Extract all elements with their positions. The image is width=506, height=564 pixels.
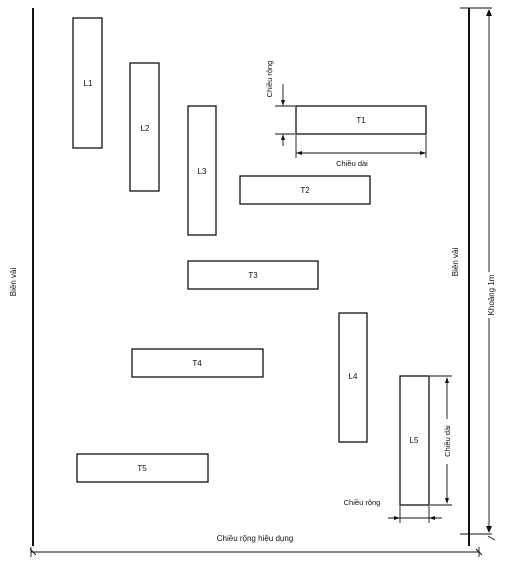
right-selvage-label: Biên vải [451,247,460,277]
piece-t5-label: T5 [137,464,147,473]
usable-width-dimension [30,547,482,557]
t1-length-label: Chiều dài [336,159,368,168]
length-dimension [460,8,495,540]
piece-l4-label: L4 [348,372,358,381]
t1-length-dimension [296,135,426,158]
piece-t3-label: T3 [248,271,258,280]
left-selvage-label: Biên vải [9,267,18,297]
usable-width-label: Chiều rộng hiệu dụng [216,534,294,543]
piece-t4-label: T4 [192,359,202,368]
t1-width-dimension [275,84,295,146]
piece-t2-label: T2 [300,186,310,195]
piece-l3-label: L3 [197,167,207,176]
piece-l1-label: L1 [83,79,93,88]
length-label: Khoảng 1m [487,274,496,316]
piece-l2-label: L2 [140,124,150,133]
l5-width-dimension [388,506,442,523]
piece-t1-label: T1 [356,116,366,125]
l5-length-label: Chiều dài [443,425,452,457]
piece-l5-label: L5 [409,436,419,445]
t1-width-label: Chiều rộng [265,60,274,98]
l5-width-label: Chiều rộng [343,498,381,507]
